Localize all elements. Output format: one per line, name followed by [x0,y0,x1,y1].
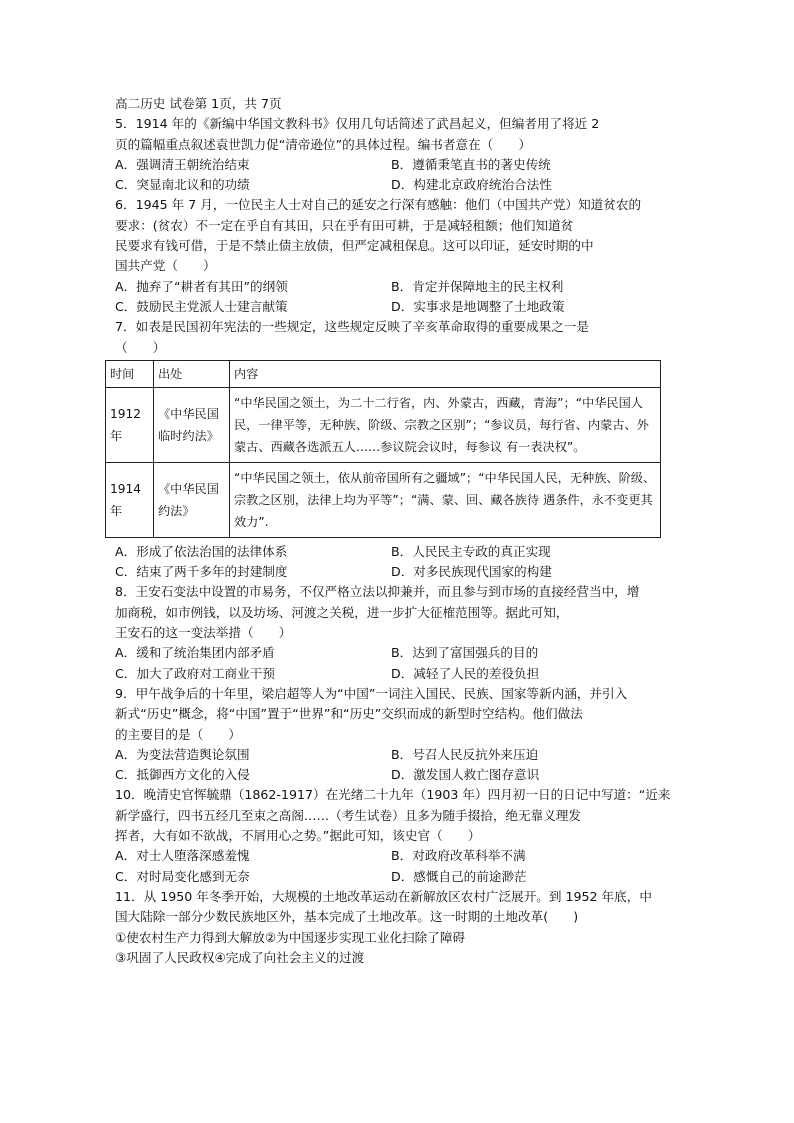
option-d: D．构建北京政府统治合法性 [391,177,552,193]
page-header: 高二历史 试卷第 1页，共 7页 [115,96,282,111]
option-b: B．号召人民反抗外来压迫 [391,746,539,762]
constitution-table [105,360,661,538]
option-a: A．为变法营造舆论氛围 [115,746,250,762]
option-d: D．感慨自己的前途渺茫 [391,868,527,884]
question-text-line: 9．甲午战争后的十年里，梁启超等人为“中国”一词注入国民、民族、国家等新内涵，并引入 [115,685,628,701]
table-cell-year: 1912 年 [106,387,154,462]
question-statement-line: ③巩固了人民政权④完成了向社会主义的过渡 [115,949,365,965]
option-b: B．肯定并保障地主的民主权利 [391,278,564,294]
option-b: B．对政府改革科举不满 [391,848,526,864]
option-d: D．对多民族现代国家的构建 [391,564,552,580]
question-text-line: 10．晚清史官恽毓鼎（1862-1917）在光绪二十九年（1903 年）四月初一日的日记中写道：“近来 [115,787,671,803]
table-cell-content: “中华民国之领土，为二十二行省，内、外蒙古，西藏，青海”；“中华民国人民，一律平等，无种族、阶级、宗教之区别”；“参议员，每行省、内蒙古、外蒙古、西藏各选派五人……参议院会议时，每参议 有一表决权”。 [230,387,661,462]
question-statement-line: ①使农村生产力得到大解放②为中国逐步实现工业化扫除了障碍 [115,929,466,945]
option-c: C．抵御西方文化的入侵 [115,767,250,783]
question-8 [115,582,675,683]
option-c: C．鼓励民主党派人士建言献策 [115,298,288,314]
question-text-line: 王安石的这一变法举措（ ） [115,625,292,641]
table-cell-content: “中华民国之领土，依从前帝国所有之疆域”；“中华民国人民，无种族、阶级、宗教之区别，法律上均为平等”；“满、蒙、回、藏各族待 遇条件，永不变更其效力”. [230,462,661,537]
option-b: B．人民民主专政的真正实现 [391,543,551,559]
option-c: C．结束了两千多年的封建制度 [115,564,288,580]
exam-page [110,94,675,968]
option-c: C．对时局变化感到无奈 [115,868,250,884]
question-text-line: 6．1945 年 7 月，一位民主人士对自己的延安之行深有感触：他们（中国共产党）知道贫农的 [115,197,642,213]
question-text-line: （ ） [115,339,166,355]
option-d: D．激发国人救亡图存意识 [391,767,540,783]
question-text-line: 国大陆除一部分少数民族地区外，基本完成了土地改革。这一时期的土地改革( ) [115,909,579,925]
table-cell-year: 1914 年 [106,462,154,537]
question-text-line: 5．1914 年的《新编中华国文教科书》仅用几句话简述了武昌起义，但编者用了将近 2 [115,116,600,132]
question-text-line: 页的篇幅重点叙述袁世凯力促“清帝逊位”的具体过程。编书者意在（ ） [115,136,532,152]
option-a: A．形成了依法治国的法律体系 [115,543,288,559]
option-b: B．达到了富国强兵的目的 [391,645,539,661]
table-cell-source: 《中华民国临时约法》 [154,387,230,462]
option-c: C．突显南北议和的功绩 [115,177,250,193]
option-b: B．遵循秉笔直书的著史传统 [391,156,551,172]
table-row [106,387,661,462]
option-d: D．实事求是地调整了土地政策 [391,298,565,314]
option-a: A．抛弃了“耕者有其田”的纲领 [115,278,288,294]
question-11 [115,887,675,968]
table-header-cell: 出处 [154,360,230,387]
question-text-line: 要求：(贫农）不一定在乎自有其田，只在乎有田可耕，于是减轻租额；他们知道贫 [115,217,574,233]
table-header-cell: 时间 [106,360,154,387]
question-text-line: 加商税，如市例钱，以及坊场、河渡之关税，进一步扩大征榷范围等。据此可知， [115,604,569,620]
question-9 [115,684,675,785]
option-c: C．加大了政府对工商业干预 [115,665,275,681]
question-text-line: 民要求有钱可借，于是不禁止债主放债，但严定减租保息。这可以印证，延安时期的中 [115,238,594,254]
question-text-line: 11．从 1950 年冬季开始，大规模的土地改革运动在新解放区农村广泛展开。到 1952 年底，中 [115,888,652,904]
table-header-row [106,360,661,387]
option-a: A．对士人堕落深感羞愧 [115,848,250,864]
question-text-line: 新式“历史”概念，将“中国”置于“世界”和“历史”交织而成的新型时空结构。他们做法 [115,706,583,722]
question-5 [115,114,675,195]
option-a: A．缓和了统治集团内部矛盾 [115,645,275,661]
table-cell-source: 《中华民国约法》 [154,462,230,537]
question-7 [110,317,675,582]
question-10 [115,785,675,886]
question-text-line: 国共产党（ ） [115,258,216,274]
question-text-line: 挥者，大有如不欲战，不屑用心之势。”据此可知，该史官（ ） [115,828,481,844]
option-d: D．减轻了人民的差役负担 [391,665,540,681]
table-header-cell: 内容 [230,360,661,387]
option-a: A．强调清王朝统治结束 [115,156,250,172]
question-text-line: 的主要目的是（ ） [115,726,241,742]
question-text-line: 8．王安石变法中设置的市易务，不仅严格立法以抑兼并，而且参与到市场的直接经营当中，增 [115,584,640,600]
question-6 [115,195,675,317]
question-text-line: 新学盛行，四书五经几至束之高阁……（考生试卷）且多为随手掇拾，绝无靠义理发 [115,807,581,823]
question-text-line: 7．如表是民国初年宪法的一些规定，这些规定反映了辛亥革命取得的重要成果之一是 [115,319,589,335]
table-row [106,462,661,537]
